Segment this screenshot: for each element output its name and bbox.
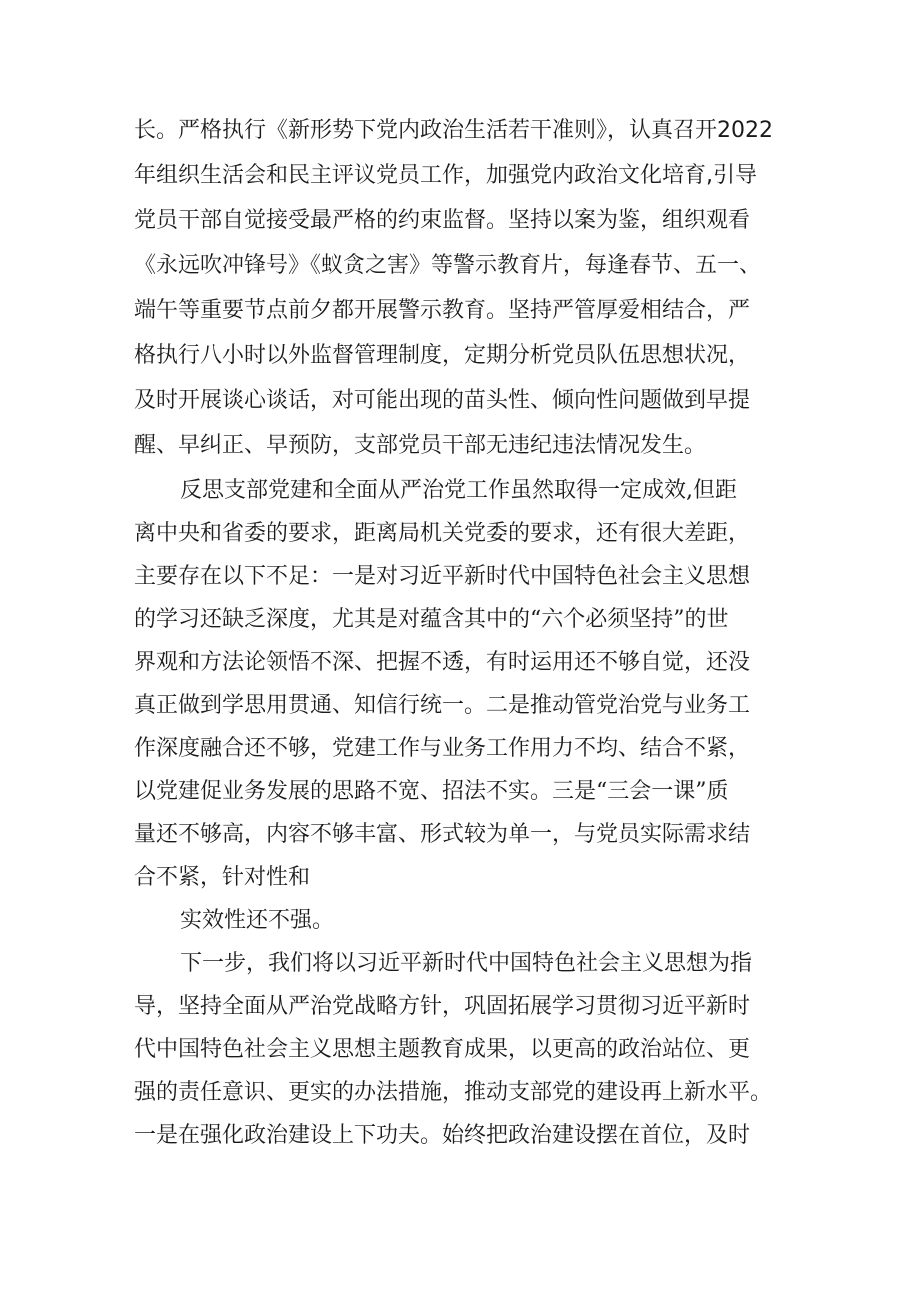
text-line: 作深度融合还不够，党建工作与业务工作用力不均、结合不紧， xyxy=(134,736,751,761)
text-line: 格执行八小时以外监督管理制度，定期分析党员队伍思想状况， xyxy=(134,343,751,368)
text-line: 醒、早纠正、早预防，支部党员干部无违纪违法情况发生。 xyxy=(134,433,707,458)
text-line: 《永远吹冲锋号》《蚁贪之害》等警示教育片，每逢春节、五一、 xyxy=(134,253,762,278)
text-line: 年组织生活会和民主评议党员工作，加强党内政治文化培育,引导 xyxy=(134,163,757,188)
text-line: 一是在强化政治建设上下功夫。始终把政治建设摆在首位，及时 xyxy=(134,1123,751,1148)
text-line: 反思支部党建和全面从严治党工作虽然取得一定成效,但距 xyxy=(180,478,737,503)
text-line: 以党建促业务发展的思路不宽、招法不实。三是“三会一课”质 xyxy=(134,779,729,804)
text-line: 合不紧，针对性和 xyxy=(134,865,311,890)
text-line: 界观和方法论领悟不深、把握不透，有时运用还不够自觉，还没 xyxy=(134,650,751,675)
text-line: 下一步，我们将以习近平新时代中国特色社会主义思想为指 xyxy=(180,951,753,976)
text-line: 实效性还不强。 xyxy=(180,908,335,933)
text-line: 端午等重要节点前夕都开展警示教育。坚持严管厚爱相结合，严 xyxy=(134,298,751,323)
text-line: 及时开展谈心谈话，对可能出现的苗头性、倾向性问题做到早提 xyxy=(134,388,751,413)
text-line: 的学习还缺乏深度，尤其是对蕴含其中的“六个必须坚持”的世 xyxy=(134,607,729,632)
text-line: 导，坚持全面从严治党战略方针，巩固拓展学习贯彻习近平新时 xyxy=(134,994,751,1019)
text-line: 真正做到学思用贯通、知信行统一。二是推动管党治党与业务工 xyxy=(134,693,751,718)
text-line: 长。严格执行《新形势下党内政治生活若干准则》，认真召开2022 xyxy=(134,118,773,143)
text-line: 离中央和省委的要求，距离局机关党委的要求，还有很大差距， xyxy=(134,521,751,546)
text-line: 强的责任意识、更实的办法措施，推动支部党的建设再上新水平。 xyxy=(134,1080,773,1105)
text-line: 党员干部自觉接受最严格的约束监督。坚持以案为鉴，组织观看 xyxy=(134,208,751,233)
text-line: 主要存在以下不足：一是对习近平新时代中国特色社会主义思想 xyxy=(134,564,751,589)
text-line: 量还不够高，内容不够丰富、形式较为单一，与党员实际需求结 xyxy=(134,822,751,847)
text-line: 代中国特色社会主义思想主题教育成果，以更高的政治站位、更 xyxy=(134,1037,751,1062)
